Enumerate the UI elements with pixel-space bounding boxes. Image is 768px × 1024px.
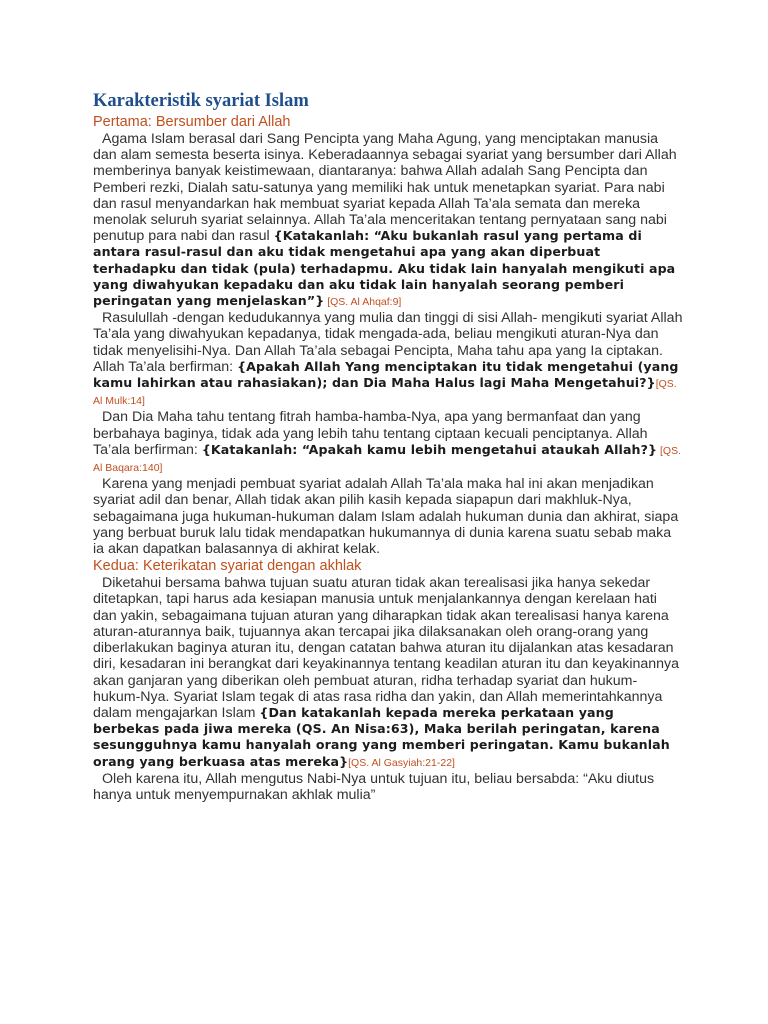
paragraph-text: Rasulullah -dengan kedudukannya yang mulia dan tinggi di sisi Allah- mengikuti syariat Allah Ta’ala yang diwahyukan kepadanya, tidak mengada-ada, beliau mengikuti aturan-Nya dan tidak menyelisihi-Nya. Dan Allah Ta’ala sebagai Pencipta, Maha tahu apa yang Ia ciptakan. Allah Ta’ala berfirman: [93, 310, 683, 375]
article-title: Karakteristik syariat Islam [93, 91, 309, 111]
paragraph [93, 771, 683, 803]
paragraph-text: Karena yang menjadi pembuat syariat adalah Allah Ta’ala maka hal ini akan menjadikan syariat adil dan benar, Allah tidak akan pilih kasih kepada siapapun dari makhluk-Nya, sebagaimana juga hukuman-hukuman dalam Islam adalah hukuman dunia dan akhirat, siapa yang berbuat buruk lalu tidak mendapatkan hukumannya di dunia karena suatu sebab maka ia akan dapatkan balasannya di akhirat kelak. [93, 476, 679, 558]
paragraph [93, 575, 683, 770]
verse-reference-link[interactable]: [QS. Al Ahqaf:9] [324, 296, 402, 309]
verse-reference-link[interactable]: [QS. Al Gasyiah:21-22] [348, 756, 455, 769]
quran-quote: {Apakah Allah Yang menciptakan itu tidak mengetahui (yang kamu lahirkan atau rahasiakan); dan Dia Maha Halus lagi Maha Mengetahui?} [93, 358, 679, 391]
section-heading-2: Kedua: Keterikatan syariat dengan akhlak [93, 558, 362, 575]
quran-quote: {Dan katakanlah kepada mereka perkataan yang berbekas pada jiwa mereka (QS. An Nisa:63), Maka berilah peringatan, karena sesungguhnya kamu hanyalah orang yang memberi peringatan. Kamu bukanlah orang yang berkuasa atas mereka} [93, 704, 670, 769]
paragraph [93, 476, 683, 557]
paragraph-text: Agama Islam berasal dari Sang Pencipta yang Maha Agung, yang menciptakan manusia dan alam semesta beserta isinya. Keberadaannya sebagai syariat yang bersumber dari Allah memberinya banyak keistimewaan, diantaranya: bahwa Allah adalah Sang Pencipta dan Pemberi rezki, Dialah satu-satunya yang memiliki hak untuk menetapkan syariat. Para nabi dan rasul menyandarkan hak membuat syariat kepada Allah Ta’ala semata dan mereka menolak seluruh syariat selainnya. Allah Ta’ala menceritakan tentang pernyataan sang nabi penutup para nabi dan rasul [93, 131, 677, 245]
paragraph [93, 131, 683, 310]
article-body [93, 90, 683, 803]
paragraph [93, 409, 683, 476]
verse-reference-link[interactable]: [QS. Al Mulk:14] [93, 378, 677, 408]
paragraph [93, 310, 683, 409]
paragraph-text: Diketahui bersama bahwa tujuan suatu aturan tidak akan terealisasi jika hanya sekedar ditetapkan, tapi harus ada kesiapan manusia untuk menjalankannya dengan kerelaan hati dan yakin, sebagaimana tujuan aturan yang diharapkan tidak akan terealisasi hanya karena aturan-aturannya baik, tujuannya akan tercapai jika dilaksanakan oleh orang-orang yang diberlakukan baginya aturan itu, dengan catatan bahwa aturan itu dijalankan atas kesadaran diri, kesadaran ini berangkat dari keyakinannya tentang keadilan aturan itu dan keyakinannya akan ganjaran yang diberikan oleh pembuat aturan, ridha terhadap syariat dan hukum-hukum-Nya. Syariat Islam tegak di atas rasa ridha dan yakin, dan Allah memerintahkannya dalam mengajarkan Islam [93, 575, 680, 721]
section-heading-1: Pertama: Bersumber dari Allah [93, 114, 291, 130]
quran-quote: {Katakanlah: “Aku bukanlah rasul yang pertama di antara rasul-rasul dan aku tidak mengetahui apa yang akan diperbuat terhadapku dan tidak (pula) terhadapmu. Aku tidak lain hanyalah mengikuti apa yang diwahyukan kepadaku dan aku tidak lain hanyalah seorang pemberi peringatan yang menjelaskan”} [93, 228, 676, 309]
paragraph-text: Oleh karena itu, Allah mengutus Nabi-Nya untuk tujuan itu, beliau bersabda: “Aku diutus hanya untuk menyempurnakan akhlak mulia” [93, 770, 655, 803]
paragraph-text: Dan Dia Maha tahu tentang fitrah hamba-hamba-Nya, apa yang bermanfaat dan yang berbahaya baginya, tidak ada yang lebih tahu tentang ciptaan kecuali penciptanya. Allah Ta’ala berfirman: [93, 409, 648, 458]
quran-quote: {Katakanlah: “Apakah kamu lebih mengetahui ataukah Allah?} [201, 441, 658, 457]
verse-reference-link[interactable]: [QS. Al Baqara:140] [93, 444, 682, 475]
